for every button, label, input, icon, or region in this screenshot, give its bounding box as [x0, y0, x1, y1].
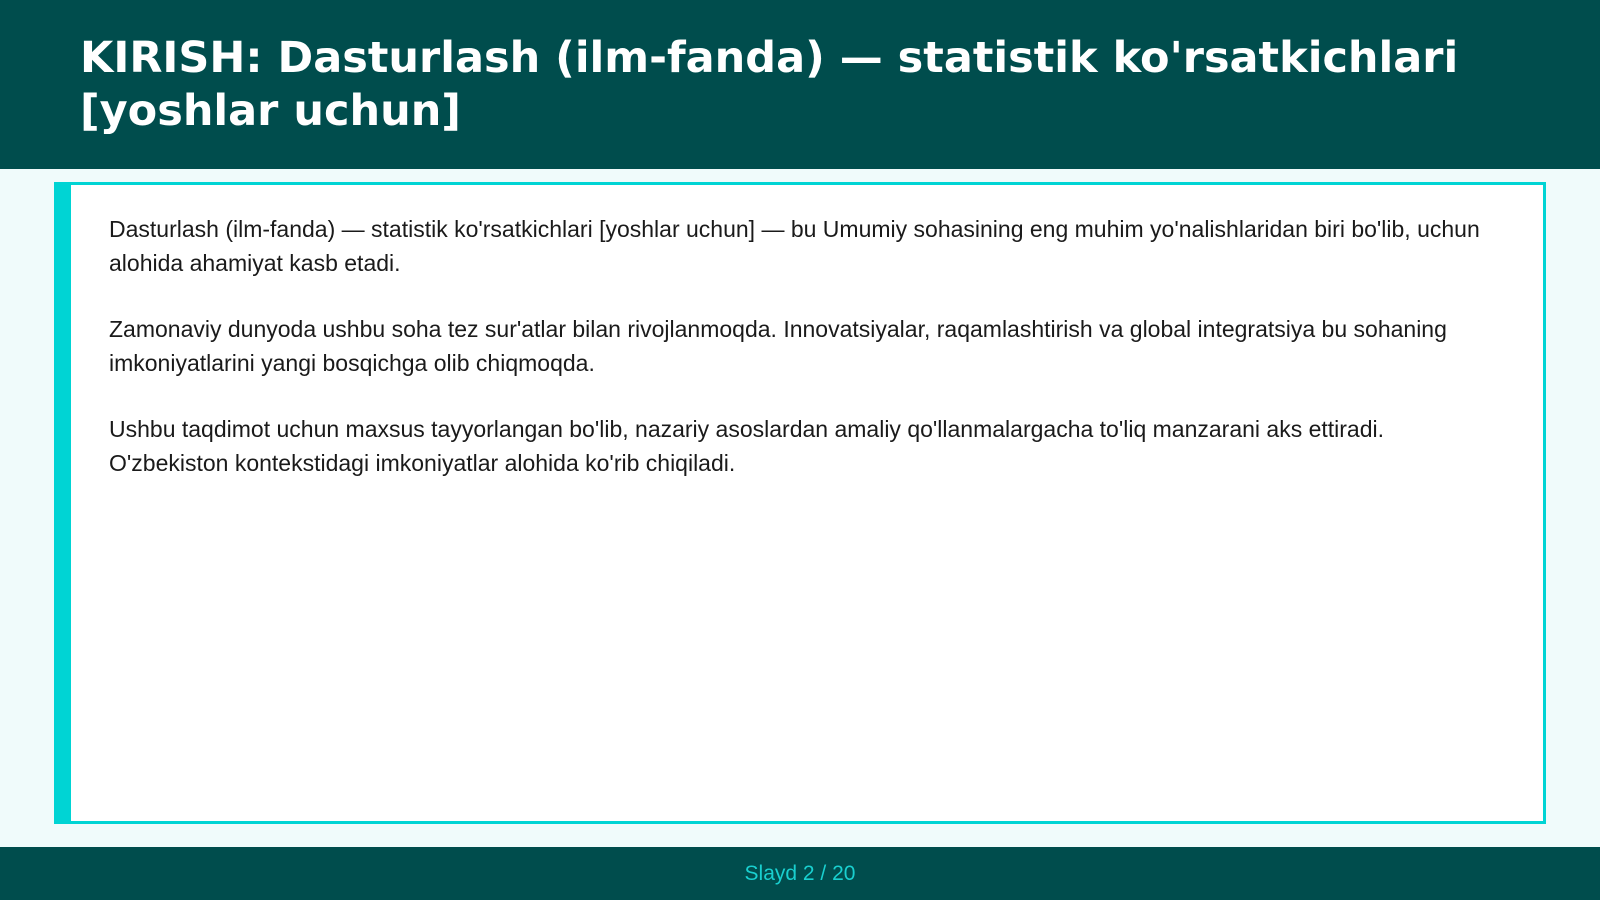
slide-footer	[0, 847, 1600, 900]
content-card	[54, 182, 1546, 824]
paragraph-modern-world: Zamonaviy dunyoda ushbu soha tez sur'atlar bilan rivojlanmoqda. Innovatsiyalar, raqamlashtirish va global integratsiya bu sohaning imkoniyatlarini yangi bosqichga olib chiqmoqda.	[109, 316, 1447, 376]
content-body	[109, 212, 1499, 512]
slide-title: KIRISH: Dasturlash (ilm-fanda) — statistik ko'rsatkichlari [yoshlar uchun]	[80, 33, 1459, 136]
paragraph-presentation-scope: Ushbu taqdimot uchun maxsus tayyorlangan bo'lib, nazariy asoslardan amaliy qo'llanmalargacha to'liq manzarani aks ettiradi. O'zbekiston kontekstidagi imkoniyatlar alohida ko'rib chiqiladi.	[109, 416, 1385, 476]
slide-header	[0, 0, 1600, 169]
paragraph-intro: Dasturlash (ilm-fanda) — statistik ko'rsatkichlari [yoshlar uchun] — bu Umumiy sohasining eng muhim yo'nalishlaridan biri bo'lib, uchun alohida ahamiyat kasb etadi.	[109, 216, 1480, 276]
slide-counter: Slayd 2 / 20	[744, 861, 856, 885]
